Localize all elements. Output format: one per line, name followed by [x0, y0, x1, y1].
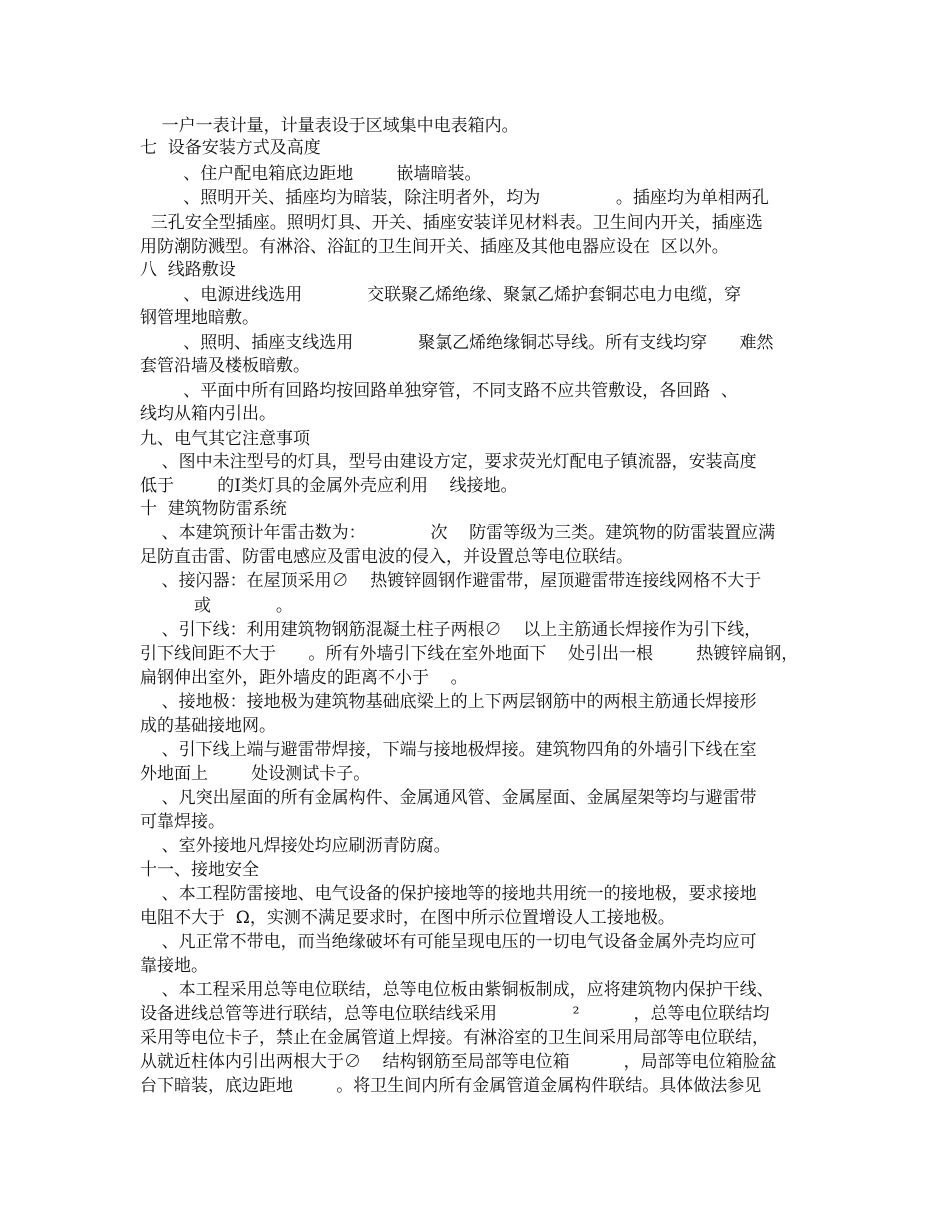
text-line: 、电源进线选用 交联聚乙烯绝缘、聚氯乙烯护套铜芯电力电缆，穿	[140, 285, 742, 305]
text-line: 、照明、插座支线选用 聚氯乙烯绝缘铜芯导线。所有支线均穿 难然	[140, 333, 774, 353]
text-line: 从就近柱体内引出两根大于∅ 结构钢筋至局部等电位箱 ，局部等电位箱脸盆	[140, 1052, 777, 1072]
text-line: 、住户配电箱底边距地 嵌墙暗装。	[140, 164, 482, 184]
text-line: 引下线间距不大于 。所有外墙引下线在室外地面下 处引出一根 热镀锌扁钢，	[140, 644, 799, 664]
text-line: 成的基础接地网。	[140, 716, 276, 736]
text-line: 、照明开关、插座均为暗装，除注明者外，均为 。插座均为单相两孔	[140, 188, 769, 208]
text-line: 、图中未注型号的灯具，型号由建设方定，要求荧光灯配电子镇流器，安装高度	[140, 452, 757, 472]
text-line: 一户一表计量，计量表设于区域集中电表箱内。	[140, 116, 519, 136]
text-line: 、引下线上端与避雷带焊接，下端与接地极焊接。建筑物四角的外墙引下线在室	[140, 740, 757, 760]
text-line: 、接闪器：在屋顶采用∅ 热镀锌圆钢作避雷带，屋顶避雷带连接线网格不大于	[140, 571, 762, 591]
section-heading: 八 线路敷设	[140, 260, 236, 280]
text-line: 、凡正常不带电，而当绝缘破坏有可能呈现电压的一切电气设备金属外壳均应可	[140, 932, 757, 952]
text-line: 用防潮防溅型。有淋浴、浴缸的卫生间开关、插座及其他电器应设在 区以外。	[140, 237, 729, 257]
text-line: 、本工程采用总等电位联结，总等电位板由紫铜板制成，应将建筑物内保护干线、	[140, 980, 774, 1000]
text-line: 线均从箱内引出。	[140, 404, 276, 424]
text-line: 、室外接地凡焊接处均应刷沥青防腐。	[140, 836, 451, 856]
section-heading: 十一、接地安全	[140, 860, 259, 880]
text-line: 、本建筑预计年雷击数为： 次 防雷等级为三类。建筑物的防雷装置应满	[140, 523, 776, 543]
text-line: 设备进线总管等进行联结，总等电位联结线采用 ² ，总等电位联结均	[140, 1004, 770, 1024]
text-line: 足防直击雷、防雷电感应及雷电波的侵入，并设置总等电位联结。	[140, 547, 633, 567]
text-line: 外地面上 处设测试卡子。	[140, 764, 371, 784]
text-line: 、引下线：利用建筑物钢筋混凝土柱子两根∅ 以上主筋通长焊接作为引下线，	[140, 620, 762, 640]
text-line: 电阻不大于 Ω，实测不满足要求时，在图中所示位置增设人工接地极。	[140, 908, 675, 928]
text-line: 套管沿墙及楼板暗敷。	[140, 356, 310, 376]
text-line: 台下暗装，底边距地 。将卫生间内所有金属管道金属构件联结。具体做法参见	[140, 1076, 762, 1096]
text-line: 、凡突出屋面的所有金属构件、金属通风管、金属屋面、金属屋架等均与避雷带	[140, 788, 757, 808]
text-line: 采用等电位卡子，禁止在金属管道上焊接。有淋浴室的卫生间采用局部等电位联结，	[140, 1028, 769, 1048]
text-line: 钢管埋地暗敷。	[140, 308, 259, 328]
text-line: 三孔安全型插座。照明灯具、开关、插座安装详见材料表。卫生间内开关，插座选	[140, 213, 763, 233]
text-line: 可靠焊接。	[140, 812, 225, 832]
section-heading: 九、电气其它注意事项	[140, 429, 310, 449]
text-line: 或 。	[140, 596, 293, 616]
text-line: 靠接地。	[140, 956, 208, 976]
text-line: 、接地极：接地极为建筑物基础底梁上的上下两层钢筋中的两根主筋通长焊接形	[140, 692, 757, 712]
section-heading: 七 设备安装方式及高度	[140, 138, 321, 158]
text-line: 扁钢伸出室外，距外墙皮的距离不小于 。	[140, 668, 468, 688]
text-line: 、本工程防雷接地、电气设备的保护接地等的接地共用统一的接地极，要求接地	[140, 884, 757, 904]
section-heading: 十 建筑物防雷系统	[140, 499, 287, 519]
text-line: 低于 的Ⅰ类灯具的金属外壳应利用 线接地。	[140, 476, 518, 496]
text-line: 、平面中所有回路均按回路单独穿管，不同支路不应共管敷设，各回路 、	[140, 381, 739, 401]
